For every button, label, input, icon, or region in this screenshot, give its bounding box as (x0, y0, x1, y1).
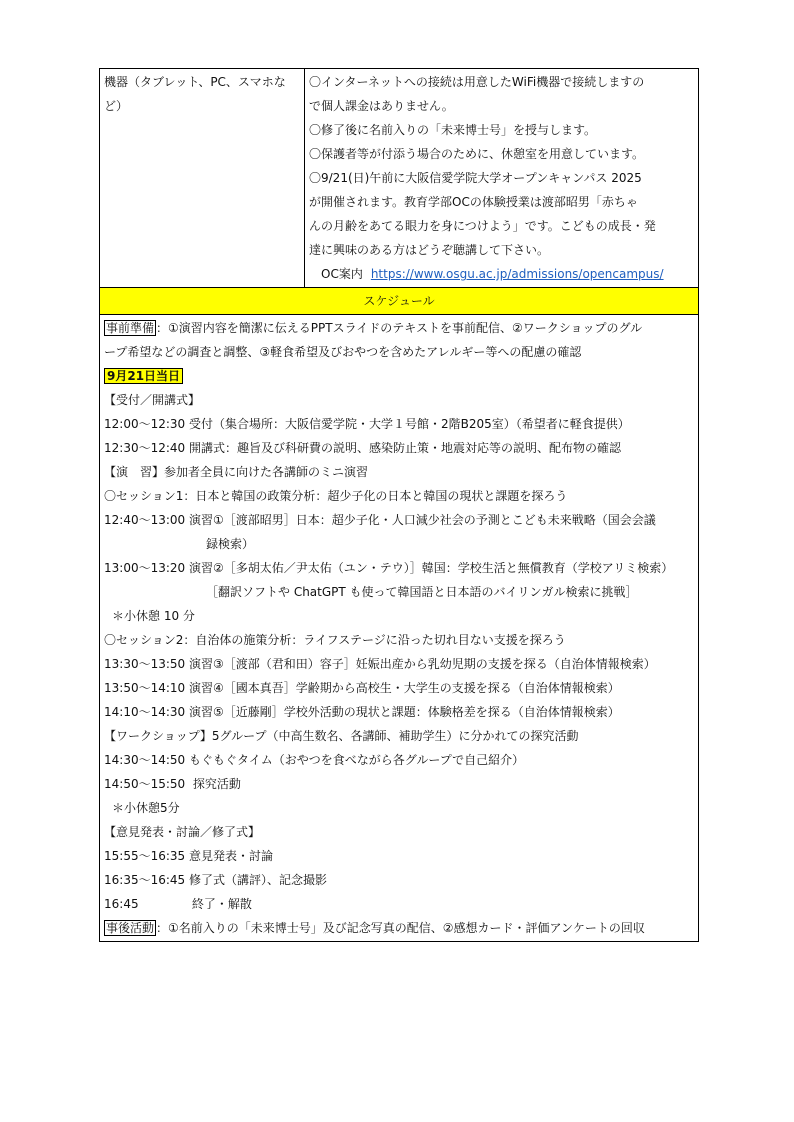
prep-tag: 事前準備 (106, 321, 155, 335)
entry-text: 演習⑤［近藤剛］学校外活動の現状と課題：体験格差を探る（自治体情報検索） (189, 705, 620, 719)
entry-time: 14:30～14:50 (104, 753, 186, 767)
equipment-label: 機器（タブレット、PC、スマホなど） (100, 69, 305, 288)
entry-time: 15:55～16:35 (104, 849, 186, 863)
schedule-entry (104, 844, 694, 868)
schedule-body (100, 315, 699, 942)
equipment-note-line: が開催されます。教育学部OCの体験授業は渡部昭男「赤ちゃ (309, 195, 638, 209)
prep-line-1 (104, 316, 694, 340)
entry-time: 14:10～14:30 (104, 705, 186, 719)
entry-time: 12:40～13:00 (104, 513, 186, 527)
entry-time: 16:35～16:45 (104, 873, 186, 887)
schedule-header: スケジュール (100, 288, 699, 315)
schedule-entry (104, 892, 694, 916)
oc-info-line (309, 262, 694, 286)
schedule-entry (104, 436, 694, 460)
schedule-entry (104, 676, 694, 700)
schedule-entry (104, 748, 694, 772)
post-activity-line (104, 916, 694, 940)
equipment-note-line: 〇保護者等が付添う場合のために、休憩室を用意しています。 (309, 147, 645, 161)
entry-text: 修了式（講評）、記念撮影 (189, 873, 328, 887)
equipment-note-line: 〇インターネットへの接続は用意したWiFi機器で接続しますの (309, 75, 645, 89)
equipment-note-line: 〇修了後に名前入りの「未来博士号」を授与します。 (309, 123, 597, 137)
entry-text: 演習①［渡部昭男］日本：超少子化・人口減少社会の予測とこども未来戦略（国会会議 (189, 513, 656, 527)
entry-time: 14:50～15:50 (104, 777, 186, 791)
session-2-title: 〇セッション2：自治体の施策分析：ライフステージに沿った切れ目ない支援を探ろう (104, 633, 566, 647)
equipment-row (100, 69, 699, 288)
exercise-heading: 【演 習】参加者全員に向けた各講師のミニ演習 (104, 465, 369, 479)
info-table (99, 68, 699, 942)
entry-text: 意見発表・討論 (189, 849, 274, 863)
entry-time: 13:50～14:10 (104, 681, 186, 695)
session-1-title: 〇セッション1：日本と韓国の政策分析：超少子化の日本と韓国の現状と課題を探ろう (104, 489, 568, 503)
entry-text: もぐもぐタイム（おやつを食べながら各グループで自己紹介） (189, 753, 525, 767)
entry-text: 探究活動 (192, 777, 241, 791)
oc-label: OC案内 (321, 267, 363, 281)
schedule-row (100, 315, 699, 942)
prep-line-2: ープ希望などの調査と調整、③軽食希望及びおやつを含めたアレルギー等への配慮の確認 (104, 345, 582, 359)
oc-url-link[interactable]: https://www.osgu.ac.jp/admissions/opencampus/ (370, 267, 664, 281)
entry-time: 13:00～13:20 (104, 561, 186, 575)
entry-time: 16:45 (104, 897, 139, 911)
entry-continuation: ［翻訳ソフトや ChatGPT も使って韓国語と日本語のバイリンガル検索に挑戦］ (206, 585, 638, 599)
reception-heading: 【受付／開講式】 (104, 393, 201, 407)
schedule-entry (104, 700, 694, 724)
equipment-note-line: で個人課金はありません。 (309, 99, 454, 113)
schedule-entry (104, 652, 694, 676)
schedule-entry (104, 556, 694, 580)
schedule-entry (104, 508, 694, 532)
entry-text: 終了・解散 (191, 897, 252, 911)
schedule-entry (104, 772, 694, 796)
entry-text: 演習②［多胡太佑／尹太佑（ユン・テウ）］韓国：学校生活と無償教育（学校アリミ検索） (189, 561, 674, 575)
equipment-note-line: 〇9/21(日)午前に大阪信愛学院大学オープンキャンパス 2025 (309, 171, 642, 185)
entry-time: 12:30～12:40 (104, 441, 186, 455)
schedule-header-row (100, 288, 699, 315)
break-note: ＊小休憩 10 分 (112, 609, 195, 623)
entry-time: 13:30～13:50 (104, 657, 186, 671)
schedule-entry (104, 412, 694, 436)
prep-text: ：①演習内容を簡潔に伝えるPPTスライドのテキストを事前配信、②ワークショップのグル (156, 321, 643, 335)
document-page (99, 68, 699, 942)
post-tag: 事後活動 (106, 921, 155, 935)
schedule-entry (104, 868, 694, 892)
day-line (104, 364, 694, 388)
entry-text: 受付（集合場所：大阪信愛学院・大学１号館・2階B205室）（希望者に軽食提供） (189, 417, 630, 431)
entry-text: 演習④［國本真吾］学齢期から高校生・大学生の支援を探る（自治体情報検索） (189, 681, 620, 695)
workshop-heading: 【ワークショップ】5グループ（中高生数名、各講師、補助学生）に分かれての探究活動 (104, 729, 579, 743)
closing-heading: 【意見発表・討論／修了式】 (104, 825, 261, 839)
day-label: 9月21日当日 (104, 368, 183, 384)
equipment-note-line: んの月齢をあてる眼力を身につけよう」です。こどもの成長・発 (309, 219, 656, 233)
equipment-notes (305, 69, 699, 288)
break-note: ＊小休憩5分 (112, 801, 180, 815)
entry-text: 開講式：趣旨及び科研費の説明、感染防止策・地震対応等の説明、配布物の確認 (189, 441, 622, 455)
equipment-note-line: 達に興味のある方はどうぞ聴講して下さい。 (309, 243, 550, 257)
post-text: ：①名前入りの「未来博士号」及び記念写真の配信、②感想カード・評価アンケートの回収 (156, 921, 645, 935)
entry-time: 12:00～12:30 (104, 417, 186, 431)
entry-continuation: 録検索） (206, 537, 255, 551)
entry-text: 演習③［渡部（君和田）容子］妊娠出産から乳幼児期の支援を探る（自治体情報検索） (189, 657, 656, 671)
